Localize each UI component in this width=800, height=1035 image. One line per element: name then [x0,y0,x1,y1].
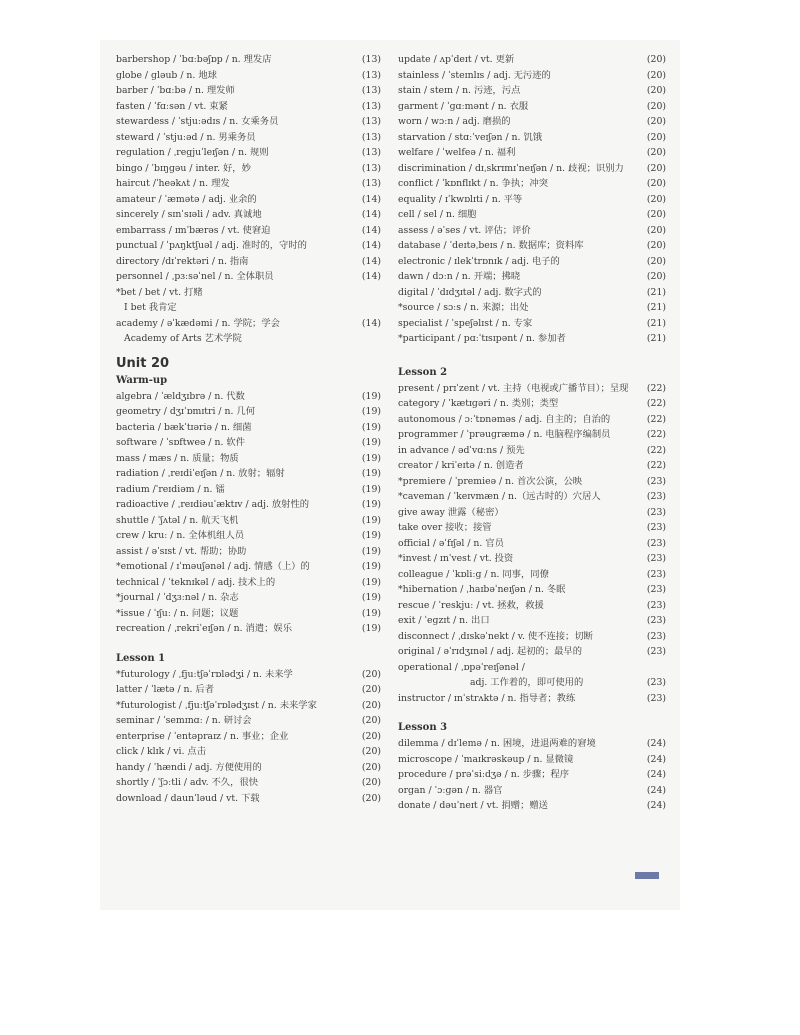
vocab-page-ref: (22) [646,413,666,425]
vocab-page-ref: (13) [361,116,381,127]
lesson2-title: Lesson 2 [398,366,448,378]
vocab-entry [116,466,381,482]
vocab-entry [116,331,381,347]
warmup-title: Warm-up [116,374,168,386]
vocab-page-ref: (24) [646,738,666,749]
vocab-text: programmer / ˈprəuɡræmə / n. 电脑程序编制员 [398,429,611,440]
vocab-page-ref: (19) [361,514,381,526]
vocab-text: bacteria / bækˈtɪəriə / n. 细菌 [116,421,252,433]
vocab-text: procedure / prəˈsiːdʒə / n. 步骤；程序 [398,769,570,780]
vocab-text: organ / ˈɔːɡən / n. 器官 [398,784,503,796]
vocab-text: Academy of Arts 艺术学院 [124,333,242,344]
vocab-text: regulation / ˌreɡjuˈleɪʃən / n. 规则 [116,147,269,158]
vocab-text: directory /dɪˈrektəri / n. 指南 [116,255,249,267]
vocab-page-ref: (19) [361,468,381,479]
vocab-page-ref: (20) [361,684,381,695]
vocab-entry [116,667,381,683]
vocab-text: *journal / ˈdʒɜːnəl / n. 杂志 [116,592,239,603]
vocab-text: *issue / ˈɪʃuː / n. 问题；议题 [116,607,239,619]
vocab-entry [116,497,381,513]
vocab-entry [116,744,381,760]
vocab-page-ref: (13) [361,178,381,189]
vocab-page-ref: (20) [646,54,666,65]
vocab-text: *participant / pɑːˈtɪsɪpənt / n. 参加者 [398,333,566,344]
vocab-page-ref: (19) [361,483,381,495]
vocab-text: discrimination / dɪˌskrɪmɪˈneɪʃən / n. 歧视；识别力 [398,162,624,174]
vocab-page-ref: (20) [646,255,666,267]
vocab-page-ref: (14) [361,255,381,267]
vocab-text: cell / sel / n. 细胞 [398,209,477,220]
vocab-text: worn / wɔːn / adj. 磨损的 [398,116,511,127]
vocab-entry [398,381,666,397]
vocab-text: creator / kriˈeɪtə / n. 创造者 [398,460,524,471]
vocab-entry [398,660,666,676]
vocab-page-ref: (23) [646,475,666,487]
vocab-text: specialist / ˈspeʃəlɪst / n. 专家 [398,317,533,329]
vocab-text: handy / ˈhændi / adj. 方便使用的 [116,761,262,773]
vocab-text: original / əˈrɪdʒɪnəl / adj. 起初的；最早的 [398,646,583,657]
vocab-page-ref: (19) [361,499,381,510]
vocab-entry [116,114,381,130]
vocab-text: barber / ˈbɑːbə / n. 理发师 [116,85,235,96]
vocab-text: radiation / ˌreɪdiˈeɪʃən / n. 放射；辐射 [116,468,285,479]
lesson3-title: Lesson 3 [398,722,448,733]
vocab-page-ref: (22) [646,382,666,394]
vocab-entry [116,238,381,254]
entries-top-list [116,52,381,347]
vocab-page-ref: (20) [361,792,381,804]
vocab-page-ref: (20) [646,162,666,174]
vocab-text: operational / ˌɒpəˈreɪʃənəl / [398,661,525,673]
vocab-page-ref: (23) [646,615,666,626]
page-tab-marker [635,872,659,879]
lesson1-title: Lesson 1 [116,652,166,664]
vocab-text: conflict / ˈkɒnflɪkt / n. 争执；冲突 [398,178,549,189]
vocab-entry [398,427,666,443]
vocab-page-ref: (20) [361,746,381,757]
vocab-text: update / ʌpˈdeɪt / vt. 更新 [398,54,515,65]
vocab-page-ref: (21) [646,317,666,329]
vocab-entry [398,238,666,254]
vocab-text: algebra / ˈældʒɪbrə / n. 代数 [116,390,245,402]
vocab-page-ref: (23) [646,692,666,704]
vocab-text: equality / ɪˈkwɒlɪti / n. 平等 [398,193,523,205]
vocab-page-ref: (23) [646,522,666,533]
vocab-page-ref: (14) [361,240,381,251]
vocab-text: *hibernation / ˌhaɪbəˈneɪʃən / n. 冬眠 [398,584,566,595]
vocab-entry [116,606,381,622]
vocab-entry [398,176,666,192]
vocab-text: shuttle / ˈʃʌtəl / n. 航天飞机 [116,514,239,526]
vocab-entry [116,729,381,745]
vocab-page-ref: (14) [361,193,381,205]
vocab-text: shortly / ˈʃɔːtli / adv. 不久，很快 [116,777,258,788]
vocab-entry [116,316,381,332]
vocab-entry [398,798,666,814]
vocab-text: *futurologist / ˌfjuːtʃəˈrɒlədʒɪst / n. 未来学家 [116,699,317,711]
vocab-entry [398,767,666,783]
vocab-entry [116,68,381,84]
vocab-page-ref: (13) [361,131,381,143]
vocab-entry [398,691,666,707]
vocab-page-ref: (22) [646,398,666,409]
vocab-text: latter / ˈlætə / n. 后者 [116,684,215,695]
vocab-entry [116,559,381,575]
vocab-page-ref: (21) [646,302,666,313]
vocab-text: haircut /ˈheəkʌt / n. 理发 [116,178,230,189]
vocab-page-ref: (14) [361,317,381,329]
vocab-text: dawn / dɔːn / n. 开端；拂晓 [398,271,521,282]
vocab-text: punctual / ˈpʌŋktʃuəl / adj. 准时的，守时的 [116,240,307,251]
vocab-text: enterprise / ˈentəpraɪz / n. 事业；企业 [116,730,289,742]
entries-top-list [398,52,666,347]
vocab-entry [398,675,666,691]
vocab-entry [398,83,666,99]
vocab-page-ref: (14) [361,224,381,236]
vocab-entry [116,420,381,436]
vocab-text: *source / sɔːs / n. 来源；出处 [398,302,529,313]
vocab-page-ref: (19) [361,452,381,464]
vocab-page-ref: (22) [646,444,666,456]
vocab-text: donate / dəuˈneɪt / vt. 捐赠；赠送 [398,800,548,811]
vocab-text: stain / steɪn / n. 污迹，污点 [398,85,521,96]
vocab-entry [116,207,381,223]
vocab-text: stewardess / ˈstjuːədɪs / n. 女乘务员 [116,116,279,127]
vocab-entry [116,528,381,544]
vocab-entry [398,114,666,130]
vocab-entry [116,698,381,714]
vocab-text: *premiere / ˈpremieə / n. 首次公演，公映 [398,475,583,487]
vocab-page-ref: (21) [646,286,666,298]
vocab-page-ref: (24) [646,800,666,811]
vocab-text: bingo / ˈbɪŋɡəu / inter. 好，妙 [116,162,251,174]
vocab-text: software / ˈsɒftweə / n. 软件 [116,437,245,448]
vocab-page-ref: (20) [361,699,381,711]
left-column [116,52,381,806]
vocab-text: geometry / dʒɪˈɒmɪtri / n. 几何 [116,406,255,417]
vocab-page-ref: (19) [361,530,381,541]
vocab-text: in advance / ədˈvɑːns / 预先 [398,444,525,456]
vocab-text: download / daunˈləud / vt. 下载 [116,792,260,804]
vocab-page-ref: (23) [646,537,666,549]
vocab-entry [116,760,381,776]
vocab-entry [398,783,666,799]
vocab-page-ref: (20) [646,100,666,112]
vocab-text: assess / əˈses / vt. 评估；评价 [398,224,531,236]
vocab-text: assist / əˈsɪst / vt. 帮助；协助 [116,545,247,557]
vocab-page-ref: (19) [361,576,381,588]
vocab-page-ref: (23) [646,506,666,518]
unit-title: Unit 20 [116,355,170,371]
vocab-text: instructor / ɪnˈstrʌktə / n. 指导者；教练 [398,692,576,704]
vocab-text: *invest / ɪnˈvest / vt. 投资 [398,553,514,564]
vocab-entry [398,752,666,768]
vocab-entry [116,130,381,146]
vocab-page-ref: (19) [361,406,381,417]
vocab-page-ref: (20) [361,668,381,680]
vocab-entry [116,161,381,177]
vocab-entry [116,713,381,729]
vocab-entry [116,775,381,791]
vocab-entry [398,269,666,285]
vocab-text: autonomous / ɔːˈtɒnəməs / adj. 自主的；自治的 [398,413,611,425]
vocab-entry [398,254,666,270]
vocab-page-ref: (20) [361,777,381,788]
vocab-page-ref: (13) [361,100,381,112]
vocab-text: *bet / bet / vt. 打赌 [116,286,203,298]
vocab-entry [116,544,381,560]
vocab-entry [398,443,666,459]
vocab-entry [116,52,381,68]
vocab-entry [398,145,666,161]
vocab-page-ref: (20) [646,224,666,236]
vocab-page-ref: (23) [646,630,666,642]
vocab-entry [398,613,666,629]
vocab-entry [398,161,666,177]
vocab-page-ref: (24) [646,784,666,796]
vocab-text: disconnect / ˌdɪskəˈnekt / v. 使不连接；切断 [398,630,593,642]
vocab-page-ref: (13) [361,147,381,158]
vocab-entry [116,513,381,529]
vocab-entry [398,551,666,567]
vocab-entry [116,300,381,316]
right-column [398,52,666,814]
vocab-text: steward / ˈstjuːəd / n. 男乘务员 [116,131,256,143]
vocab-text: click / klɪk / vi. 点击 [116,746,207,757]
vocab-text: seminar / ˈsemɪnɑː / n. 研讨会 [116,715,252,726]
vocab-entry [398,567,666,583]
vocab-text: rescue / ˈreskjuː / vt. 拯救，救援 [398,599,544,611]
vocab-entry [398,316,666,332]
vocab-entry [398,331,666,347]
vocab-page-ref: (20) [361,715,381,726]
vocab-page-ref: (23) [646,553,666,564]
vocab-page-ref: (13) [361,85,381,96]
vocab-text: digital / ˈdɪdʒɪtəl / adj. 数字式的 [398,286,542,298]
vocab-page-ref: (19) [361,561,381,572]
vocab-page-ref: (19) [361,437,381,448]
vocab-text: radioactive / ˌreɪdiəuˈæktɪv / adj. 放射性的 [116,499,310,510]
vocab-entry [116,451,381,467]
vocab-page-ref: (20) [646,193,666,205]
vocab-entry [116,791,381,807]
vocab-page-ref: (20) [361,761,381,773]
vocab-text: recreation / ˌrekriˈeɪʃən / n. 消遣；娱乐 [116,623,293,634]
vocab-entry [116,223,381,239]
vocab-text: give away 泄露（秘密） [398,506,504,518]
vocab-text: fasten / ˈfɑːsən / vt. 束紧 [116,100,228,112]
vocab-page-ref: (20) [646,271,666,282]
vocab-text: starvation / stɑːˈveɪʃən / n. 饥饿 [398,131,543,143]
vocab-entry [398,207,666,223]
vocab-entry [116,192,381,208]
vocab-entry [398,458,666,474]
vocab-page-ref: (14) [361,271,381,282]
vocab-entry [116,285,381,301]
vocab-entry [116,254,381,270]
vocab-text: *futurology / ˌfjuːtʃəˈrɒlədʒi / n. 未来学 [116,668,293,680]
vocab-entry [116,145,381,161]
vocab-entry [398,644,666,660]
vocab-page-ref: (23) [646,599,666,611]
vocab-entry [398,582,666,598]
vocab-entry [398,489,666,505]
vocab-text: stainless / ˈsteɪnlɪs / adj. 无污迹的 [398,69,551,81]
vocab-text: globe / ɡləub / n. 地球 [116,69,217,81]
vocab-entry [398,300,666,316]
vocab-page-ref: (19) [361,592,381,603]
vocab-text: adj. 工作着的，即可使用的 [470,677,584,688]
vocab-page-ref: (24) [646,769,666,780]
vocab-text: microscope / ˈmaɪkrəskəup / n. 显微镜 [398,753,574,765]
vocab-page-ref: (20) [646,131,666,143]
vocab-text: official / əˈfɪʃəl / n. 官员 [398,537,504,549]
vocab-page-ref: (22) [646,429,666,440]
vocab-text: electronic / ɪlekˈtrɒnɪk / adj. 电子的 [398,255,560,267]
vocab-entry [116,682,381,698]
vocab-entry [398,505,666,521]
vocab-text: embarrass / ɪmˈbærəs / vt. 使窘迫 [116,224,271,236]
vocab-text: database / ˈdeɪtəˌbeɪs / n. 数据库；资料库 [398,240,584,251]
lesson2-list [398,381,666,707]
vocab-text: welfare / ˈwelfeə / n. 福利 [398,147,516,158]
vocab-entry [116,389,381,405]
vocab-text: exit / ˈeɡzɪt / n. 出口 [398,615,490,626]
vocab-page-ref: (20) [361,730,381,742]
vocab-page-ref: (23) [646,568,666,580]
vocab-entry [116,575,381,591]
vocab-page-ref: (23) [646,646,666,657]
vocab-text: mass / mæs / n. 质量；物质 [116,452,239,464]
vocab-entry [398,52,666,68]
vocab-text: personnel / ˌpɜːsəˈnel / n. 全体职员 [116,271,274,282]
vocab-text: amateur / ˈæmətə / adj. 业余的 [116,193,257,205]
vocab-page-ref: (19) [361,421,381,433]
vocab-entry [398,736,666,752]
vocab-page-ref: (24) [646,753,666,765]
vocab-page-ref: (20) [646,178,666,189]
vocab-entry [398,285,666,301]
vocab-entry [398,192,666,208]
vocab-text: barbershop / ˈbɑːbəʃɒp / n. 理发店 [116,54,272,65]
vocab-text: *caveman / ˈkeɪvmæn / n.（远古时的）穴居人 [398,491,601,502]
vocab-page-ref: (23) [646,584,666,595]
vocab-text: sincerely / sɪnˈsɪəli / adv. 真诚地 [116,209,262,220]
vocab-page-ref: (23) [646,677,666,688]
vocab-entry [398,412,666,428]
vocab-page-ref: (20) [646,116,666,127]
vocab-page-ref: (22) [646,460,666,471]
vocab-entry [116,590,381,606]
vocab-page-ref: (20) [646,69,666,81]
vocab-text: dilemma / dɪˈlemə / n. 困境，进退两难的窘境 [398,738,596,749]
vocab-page-ref: (13) [361,54,381,65]
vocab-entry [398,598,666,614]
lesson3-list [398,736,666,814]
vocab-text: take over 接收；接管 [398,522,492,533]
vocab-text: *emotional / ɪˈməuʃənəl / adj. 情感（上）的 [116,561,310,572]
vocab-text: category / ˈkætɪɡəri / n. 类别；类型 [398,398,559,409]
vocab-entry [116,404,381,420]
vocab-page-ref: (20) [646,147,666,158]
vocab-text: crew / kruː / n. 全体机组人员 [116,530,245,541]
vocab-text: I bet 我肯定 [124,302,177,313]
vocab-entry [398,536,666,552]
vocab-entry [398,68,666,84]
vocab-page-ref: (21) [646,333,666,344]
vocab-page-ref: (19) [361,607,381,619]
warmup-list [116,389,381,637]
vocab-entry [398,396,666,412]
vocab-entry [116,83,381,99]
vocab-entry [398,629,666,645]
vocab-entry [398,99,666,115]
vocab-text: present / prɪˈzent / vt. 主持（电视或广播节目）；呈现 [398,382,629,394]
vocab-page-ref: (19) [361,545,381,557]
vocab-entry [116,269,381,285]
vocab-page-ref: (14) [361,209,381,220]
vocab-entry [398,130,666,146]
vocab-entry [398,223,666,239]
vocab-entry [116,99,381,115]
vocab-page-ref: (20) [646,209,666,220]
lesson1-list [116,667,381,807]
vocab-text: garment / ˈɡɑːmənt / n. 衣服 [398,100,529,112]
vocab-entry [116,176,381,192]
vocab-page-ref: (23) [646,491,666,502]
vocab-entry [116,435,381,451]
vocab-page-ref: (19) [361,623,381,634]
vocab-entry [116,482,381,498]
vocab-entry [116,621,381,637]
vocab-page-ref: (20) [646,240,666,251]
vocab-page-ref: (13) [361,69,381,81]
vocab-page-ref: (20) [646,85,666,96]
vocab-text: academy / əˈkædəmi / n. 学院；学会 [116,317,280,329]
vocab-text: radium /ˈreɪdiəm / n. 镭 [116,483,225,495]
vocab-text: colleague / ˈkɒliːɡ / n. 同事，同僚 [398,568,549,580]
vocab-text: technical / ˈteknɪkəl / adj. 技术上的 [116,576,276,588]
vocab-page-ref: (19) [361,390,381,402]
vocab-entry [398,520,666,536]
vocab-page-ref: (13) [361,162,381,174]
vocab-entry [398,474,666,490]
